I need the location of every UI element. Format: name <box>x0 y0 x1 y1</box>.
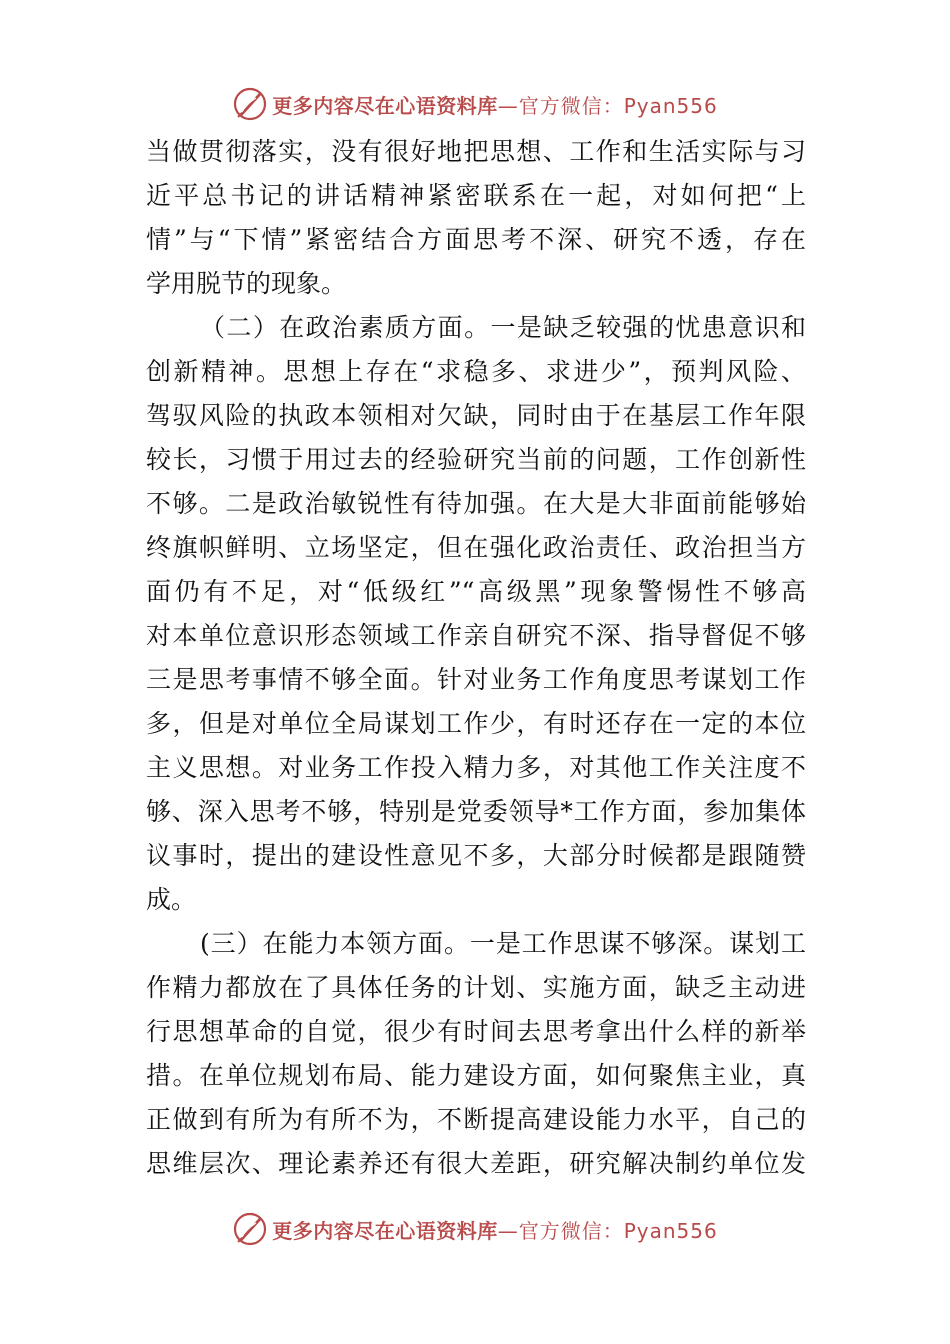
watermark-main-text: 更多内容尽在心语资料库 <box>272 1218 498 1243</box>
text-line: 正做到有所为有所不为，不断提高建设能力水平，自己的 <box>146 1105 806 1134</box>
text-line: 学用脱节的现象。 <box>146 269 347 298</box>
text-line: 措。在单位规划布局、能力建设方面，如何聚焦主业，真 <box>146 1061 806 1090</box>
text-line: 驾驭风险的执政本领相对欠缺，同时由于在基层工作年限 <box>146 401 806 430</box>
text-line: （二）在政治素质方面。一是缺乏较强的忧患意识和 <box>200 313 806 342</box>
text-line: 议事时，提出的建设性意见不多，大部分时候都是跟随赞 <box>146 841 806 870</box>
text-line: 多，但是对单位全局谋划工作少，有时还存在一定的本位 <box>146 709 806 738</box>
text-line: 创新精神。思想上存在“求稳多、求进少”，预判风险、 <box>146 357 806 386</box>
text-line: 对本单位意识形态领域工作亲自研究不深、指导督促不够 <box>146 621 806 650</box>
watermark-sub-text: —官方微信：Pyan556 <box>497 1218 718 1243</box>
text-line: 思维层次、理论素养还有很大差距，研究解决制约单位发 <box>146 1149 806 1178</box>
text-line: 面仍有不足，对“低级红”“高级黑”现象警惕性不够高 <box>146 577 806 606</box>
text-line: 三是思考事情不够全面。针对业务工作角度思考谋划工作 <box>146 665 806 694</box>
text-line: 近平总书记的讲话精神紧密联系在一起，对如何把“上 <box>146 181 806 210</box>
text-line: 不够。二是政治敏锐性有待加强。在大是大非面前能够始 <box>146 489 806 518</box>
watermark-main-text: 更多内容尽在心语资料库 <box>272 93 498 118</box>
text-line: (三）在能力本领方面。一是工作思谋不够深。谋划工 <box>200 929 806 958</box>
text-line: 够、深入思考不够，特别是党委领导*工作方面，参加集体 <box>146 797 806 826</box>
text-line: 成。 <box>146 885 197 914</box>
text-line: 行思想革命的自觉，很少有时间去思考拿出什么样的新举 <box>146 1017 806 1046</box>
text-line: 主义思想。对业务工作投入精力多，对其他工作关注度不 <box>146 753 806 782</box>
watermark-footer <box>0 1209 950 1249</box>
text-line: 终旗帜鲜明、立场坚定，但在强化政治责任、政治担当方 <box>146 533 806 562</box>
watermark-sub-text: —官方微信：Pyan556 <box>497 93 718 118</box>
text-line: 情”与“下情”紧密结合方面思考不深、研究不透，存在 <box>146 225 806 254</box>
text-line: 作精力都放在了具体任务的计划、实施方面，缺乏主动进 <box>146 973 806 1002</box>
watermark-header <box>0 84 950 124</box>
text-line: 当做贯彻落实，没有很好地把思想、工作和生活实际与习 <box>146 137 806 166</box>
quill-pen-circle-icon <box>232 1211 268 1247</box>
text-line: 较长，习惯于用过去的经验研究当前的问题，工作创新性 <box>146 445 806 474</box>
quill-pen-circle-icon <box>232 86 268 122</box>
